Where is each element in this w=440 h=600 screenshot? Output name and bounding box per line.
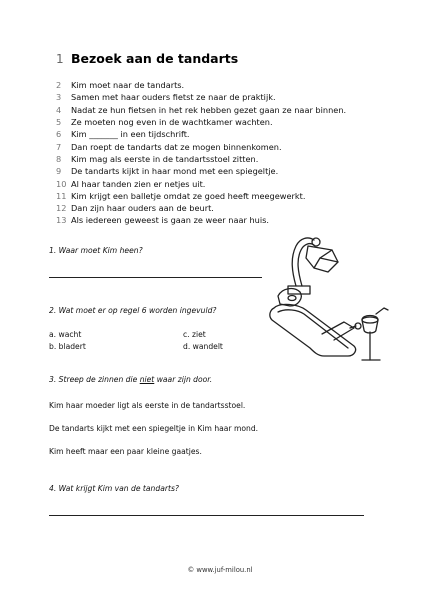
worksheet-title: Bezoek aan de tandarts <box>71 51 239 66</box>
answer-line-1[interactable] <box>49 277 262 278</box>
story-lines <box>56 79 346 227</box>
story-line-text: De tandarts kijkt in haar mond met een spiegeltje. <box>71 166 279 177</box>
line-number: 8 <box>56 153 62 164</box>
option-c[interactable]: c. ziet <box>183 329 206 339</box>
story-line <box>56 190 346 202</box>
story-line-text: Ze moeten nog even in de wachtkamer wachten. <box>71 117 273 128</box>
question-3-underlined: niet <box>139 375 155 384</box>
story-line-text: Nadat ze hun fietsen in het rek hebben gezet gaan ze naar binnen. <box>71 104 347 115</box>
line-number: 3 <box>56 92 62 103</box>
story-line-text: Kim krijgt een balletje omdat ze goed heeft meegewerkt. <box>71 190 306 201</box>
story-line-text: Al haar tanden zien er netjes uit. <box>71 178 206 189</box>
line-number: 2 <box>56 80 62 91</box>
question-3-post: waar zijn door. <box>154 375 213 384</box>
line-number: 10 <box>56 178 67 189</box>
option-b[interactable]: b. bladert <box>49 342 86 352</box>
line-number: 7 <box>56 141 62 152</box>
answer-options <box>49 328 239 353</box>
story-line <box>56 165 346 177</box>
copyright-footer: © www.juf-milou.nl <box>187 566 253 574</box>
question-1: 1. Waar moet Kim heen? <box>49 246 143 255</box>
story-line <box>56 79 346 91</box>
line-number: 5 <box>56 117 62 128</box>
statement-1[interactable]: Kim haar moeder ligt als eerste in de tandartsstoel. <box>49 401 246 410</box>
statement-3[interactable]: Kim heeft maar een paar kleine gaatjes. <box>49 447 202 456</box>
dental-chair-illustration <box>258 228 398 363</box>
story-line-text: Dan zijn haar ouders aan de beurt. <box>71 203 214 214</box>
story-line-text: Kim _______ in een tijdschrift. <box>71 129 190 140</box>
story-line <box>56 214 346 226</box>
story-line-text: Dan roept de tandarts dat ze mogen binnenkomen. <box>71 141 282 152</box>
story-line-text: Samen met haar ouders fietst ze naar de praktijk. <box>71 92 276 103</box>
line-number: 6 <box>56 129 62 140</box>
answer-line-4[interactable] <box>49 515 364 516</box>
question-3-pre: 3. Streep de zinnen die <box>49 375 140 384</box>
line-number: 9 <box>56 166 62 177</box>
question-2: 2. Wat moet er op regel 6 worden ingevuld? <box>49 306 217 315</box>
story-line-text: Als iedereen geweest is gaan ze weer naar huis. <box>71 215 269 226</box>
story-line <box>56 91 346 103</box>
question-4: 4. Wat krijgt Kim van de tandarts? <box>49 484 179 493</box>
story-line <box>56 177 346 189</box>
line-number: 12 <box>56 203 67 214</box>
option-a[interactable]: a. wacht <box>49 329 82 339</box>
story-line <box>56 153 346 165</box>
question-3 <box>49 375 212 384</box>
story-line <box>56 202 346 214</box>
line-number: 4 <box>56 104 62 115</box>
line-number: 11 <box>56 190 67 201</box>
line-number: 1 <box>56 52 64 66</box>
statement-2[interactable]: De tandarts kijkt met een spiegeltje in Kim haar mond. <box>49 424 259 433</box>
line-number: 13 <box>56 215 67 226</box>
story-line <box>56 116 346 128</box>
option-d[interactable]: d. wandelt <box>183 342 223 352</box>
worksheet-title-row <box>56 51 238 66</box>
story-line <box>56 140 346 152</box>
story-line <box>56 104 346 116</box>
story-line-text: Kim moet naar de tandarts. <box>71 80 185 91</box>
story-line <box>56 128 346 140</box>
story-line-text: Kim mag als eerste in de tandartsstoel zitten. <box>71 153 259 164</box>
